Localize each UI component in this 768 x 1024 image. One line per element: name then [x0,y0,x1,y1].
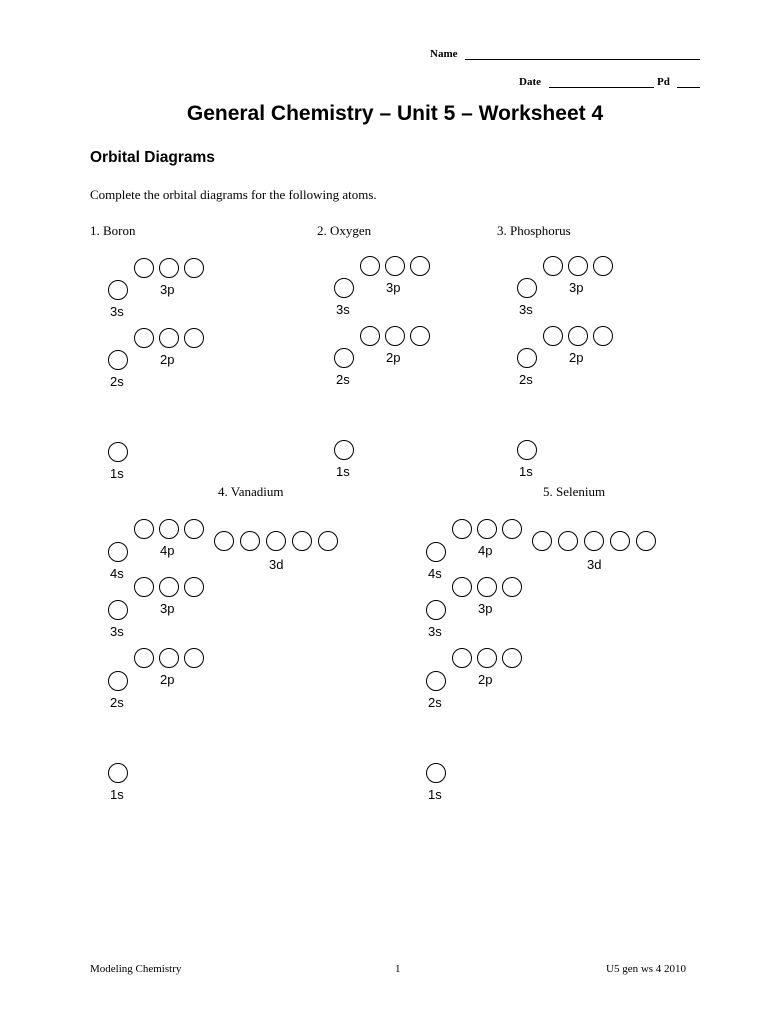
orbital-2p-box[interactable] [410,326,430,346]
orbital-3s-box[interactable] [108,280,128,300]
orbital-2p-box[interactable] [593,326,613,346]
orbital-label-2s: 2s [336,372,350,387]
orbital-3p-box[interactable] [452,577,472,597]
orbital-3d-box[interactable] [558,531,578,551]
orbital-2p-box[interactable] [134,328,154,348]
orbital-label-4p: 4p [478,543,493,558]
orbital-4p-box[interactable] [502,519,522,539]
orbital-3d-box[interactable] [636,531,656,551]
orbital-3p-box[interactable] [502,577,522,597]
orbital-label-3s: 3s [519,302,533,317]
orbital-label-2p: 2p [478,672,493,687]
date-field[interactable] [549,87,654,88]
orbital-3p-box[interactable] [184,577,204,597]
orbital-diagram-vanadium [106,517,366,817]
orbital-label-1s: 1s [336,464,350,479]
orbital-4p-box[interactable] [159,519,179,539]
orbital-label-1s: 1s [428,787,442,802]
orbital-3p-box[interactable] [134,258,154,278]
orbital-3d-box[interactable] [240,531,260,551]
orbital-diagram-boron [106,256,366,556]
orbital-3s-box[interactable] [426,600,446,620]
pd-field[interactable] [677,87,700,88]
footer-page-number: 1 [395,963,401,975]
orbital-3p-box[interactable] [159,577,179,597]
problem-label-selenium: 5. Selenium [543,484,606,499]
orbital-label-4s: 4s [428,566,442,581]
problem-label-boron: 1. Boron [90,223,136,238]
orbital-1s-box[interactable] [334,440,354,460]
orbital-3p-box[interactable] [360,256,380,276]
instructions-text: Complete the orbital diagrams for the following atoms. [90,187,377,202]
orbital-3p-box[interactable] [159,258,179,278]
orbital-2p-box[interactable] [543,326,563,346]
orbital-2p-box[interactable] [502,648,522,668]
orbital-label-3p: 3p [160,601,175,616]
orbital-label-1s: 1s [519,464,533,479]
orbital-label-2p: 2p [160,352,175,367]
orbital-2p-box[interactable] [452,648,472,668]
problem-label-oxygen: 2. Oxygen [317,223,372,238]
orbital-4p-box[interactable] [477,519,497,539]
orbital-label-1s: 1s [110,466,124,481]
orbital-3p-box[interactable] [477,577,497,597]
orbital-4p-box[interactable] [184,519,204,539]
orbital-label-2s: 2s [110,374,124,389]
orbital-3d-box[interactable] [584,531,604,551]
orbital-2p-box[interactable] [360,326,380,346]
orbital-3d-box[interactable] [610,531,630,551]
orbital-1s-box[interactable] [517,440,537,460]
orbital-3d-box[interactable] [292,531,312,551]
name-field[interactable] [465,59,700,60]
orbital-2s-box[interactable] [426,671,446,691]
problem-label-vanadium: 4. Vanadium [218,484,284,499]
orbital-label-1s: 1s [110,787,124,802]
problem-label-phosphorus: 3. Phosphorus [497,223,571,238]
orbital-label-3p: 3p [478,601,493,616]
orbital-label-2p: 2p [160,672,175,687]
orbital-3p-box[interactable] [184,258,204,278]
orbital-3p-box[interactable] [543,256,563,276]
orbital-label-3d: 3d [587,557,602,572]
orbital-2p-box[interactable] [385,326,405,346]
orbital-label-3s: 3s [428,624,442,639]
orbital-1s-box[interactable] [108,763,128,783]
orbital-label-3s: 3s [336,302,350,317]
worksheet-title: General Chemistry – Unit 5 – Worksheet 4 [186,102,604,125]
orbital-2p-box[interactable] [184,648,204,668]
orbital-label-3p: 3p [160,282,175,297]
orbital-label-2p: 2p [569,350,584,365]
orbital-2p-box[interactable] [568,326,588,346]
orbital-label-2s: 2s [519,372,533,387]
orbital-label-4s: 4s [110,566,124,581]
orbital-3d-box[interactable] [532,531,552,551]
orbital-label-2s: 2s [110,695,124,710]
orbital-4p-box[interactable] [452,519,472,539]
orbital-3p-box[interactable] [593,256,613,276]
pd-label: Pd [657,76,670,88]
orbital-diagram-phosphorus [515,254,768,554]
orbital-3p-box[interactable] [410,256,430,276]
orbital-2p-box[interactable] [477,648,497,668]
orbital-label-3s: 3s [110,624,124,639]
orbital-2s-box[interactable] [108,350,128,370]
orbital-3d-box[interactable] [214,531,234,551]
footer-left: Modeling Chemistry [90,963,182,975]
orbital-2s-box[interactable] [517,348,537,368]
orbital-2p-box[interactable] [159,648,179,668]
date-label: Date [519,76,541,88]
orbital-label-3s: 3s [110,304,124,319]
orbital-2p-box[interactable] [159,328,179,348]
orbital-3d-box[interactable] [266,531,286,551]
orbital-2p-box[interactable] [134,648,154,668]
orbital-2s-box[interactable] [334,348,354,368]
orbital-1s-box[interactable] [108,442,128,462]
orbital-label-3p: 3p [569,280,584,295]
orbital-4s-box[interactable] [108,542,128,562]
orbital-label-4p: 4p [160,543,175,558]
orbital-3p-box[interactable] [385,256,405,276]
section-heading: Orbital Diagrams [90,149,215,166]
orbital-2p-box[interactable] [184,328,204,348]
orbital-label-3p: 3p [386,280,401,295]
orbital-3s-box[interactable] [334,278,354,298]
orbital-1s-box[interactable] [426,763,446,783]
orbital-4s-box[interactable] [426,542,446,562]
orbital-2s-box[interactable] [108,671,128,691]
footer-right: U5 gen ws 4 2010 [606,963,687,975]
orbital-label-2s: 2s [428,695,442,710]
orbital-diagram-selenium [424,517,684,817]
orbital-3s-box[interactable] [108,600,128,620]
orbital-4p-box[interactable] [134,519,154,539]
orbital-3p-box[interactable] [134,577,154,597]
orbital-3d-box[interactable] [318,531,338,551]
orbital-3p-box[interactable] [568,256,588,276]
orbital-3s-box[interactable] [517,278,537,298]
orbital-label-2p: 2p [386,350,401,365]
name-label: Name [430,48,458,60]
orbital-label-3d: 3d [269,557,284,572]
